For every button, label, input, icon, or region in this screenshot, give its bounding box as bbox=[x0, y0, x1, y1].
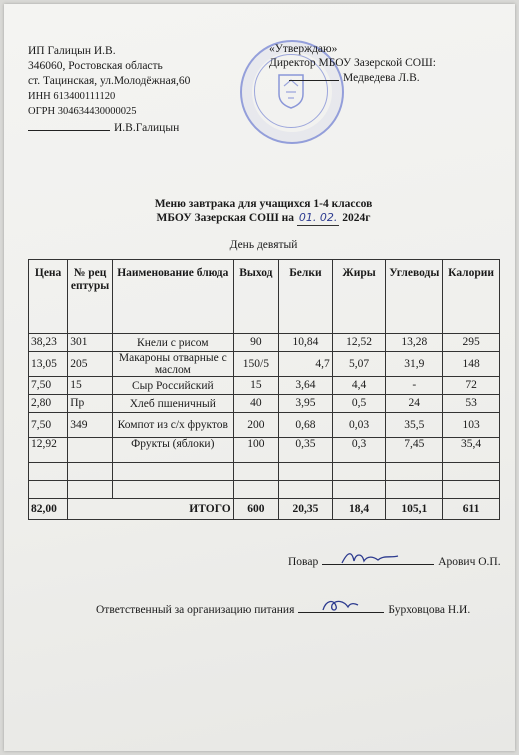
cell-name: Компот из с/х фруктов bbox=[112, 413, 233, 438]
approval-label: «Утверждаю» bbox=[269, 43, 338, 55]
supplier-ogrn: ОГРН 304634430000025 bbox=[28, 106, 137, 117]
total-calories: 611 bbox=[443, 499, 500, 520]
cell-price: 38,23 bbox=[29, 334, 68, 352]
cell-name: Фрукты (яблоки) bbox=[112, 438, 233, 463]
cell-name: Макароны отварные с маслом bbox=[112, 352, 233, 377]
header-carbs: Углеводы bbox=[386, 260, 443, 334]
total-label: ИТОГО bbox=[68, 499, 233, 520]
cell-calories: 295 bbox=[443, 334, 500, 352]
cell-protein: 0,35 bbox=[279, 438, 333, 463]
cell-recipe: Пр bbox=[68, 395, 113, 413]
cell-yield: 150/5 bbox=[233, 352, 278, 377]
cell-name: Хлеб пшеничный bbox=[112, 395, 233, 413]
cell-name: Сыр Российский bbox=[112, 377, 233, 395]
cell-carbs: 31,9 bbox=[386, 352, 443, 377]
document-sheet bbox=[4, 4, 515, 751]
cell-yield: 40 bbox=[233, 395, 278, 413]
cell-price: 7,50 bbox=[29, 413, 68, 438]
responsible-signature-line bbox=[298, 601, 384, 613]
total-fat: 18,4 bbox=[332, 499, 386, 520]
table-row bbox=[29, 352, 500, 377]
approval-block bbox=[269, 42, 436, 85]
supplier-signer: И.В.Галицын bbox=[114, 122, 180, 134]
responsible-signature-row bbox=[96, 601, 470, 616]
cell-recipe: 15 bbox=[68, 377, 113, 395]
cell-carbs: 13,28 bbox=[386, 334, 443, 352]
cell-name: Кнели с рисом bbox=[112, 334, 233, 352]
table-row-empty bbox=[29, 481, 500, 499]
cell-fat: 0,5 bbox=[332, 395, 386, 413]
header-price: Цена bbox=[29, 260, 68, 334]
cell-protein: 4,7 bbox=[279, 352, 333, 377]
total-carbs: 105,1 bbox=[386, 499, 443, 520]
handwritten-signature-icon bbox=[340, 549, 400, 567]
total-protein: 20,35 bbox=[279, 499, 333, 520]
cell-fat: 0,03 bbox=[332, 413, 386, 438]
cell-yield: 200 bbox=[233, 413, 278, 438]
cell-yield: 90 bbox=[233, 334, 278, 352]
cell-recipe: 349 bbox=[68, 413, 113, 438]
cook-signature-line bbox=[322, 553, 434, 565]
responsible-label: Ответственный за организацию питания bbox=[96, 604, 295, 616]
supplier-address-1: 346060, Ростовская область bbox=[28, 60, 163, 72]
supplier-inn: ИНН 613400111120 bbox=[28, 91, 116, 102]
table-row bbox=[29, 334, 500, 352]
table-header-row bbox=[29, 260, 500, 334]
supplier-signature-row bbox=[28, 119, 190, 136]
cell-price: 7,50 bbox=[29, 377, 68, 395]
table-total-row bbox=[29, 499, 500, 520]
header-protein: Белки bbox=[279, 260, 333, 334]
cell-yield: 100 bbox=[233, 438, 278, 463]
cell-yield: 15 bbox=[233, 377, 278, 395]
cell-carbs: - bbox=[386, 377, 443, 395]
table-row bbox=[29, 438, 500, 463]
cell-carbs: 24 bbox=[386, 395, 443, 413]
cook-label: Повар bbox=[288, 556, 319, 568]
cook-signature-row bbox=[288, 553, 501, 568]
cell-protein: 3,95 bbox=[279, 395, 333, 413]
header-calories: Калории bbox=[443, 260, 500, 334]
cell-fat: 4,4 bbox=[332, 377, 386, 395]
cell-calories: 103 bbox=[443, 413, 500, 438]
total-yield: 600 bbox=[233, 499, 278, 520]
cell-fat: 12,52 bbox=[332, 334, 386, 352]
supplier-signature-line bbox=[28, 119, 110, 131]
cell-price: 12,92 bbox=[29, 438, 68, 463]
cell-calories: 72 bbox=[443, 377, 500, 395]
responsible-name: Бурховцова Н.И. bbox=[388, 604, 471, 616]
menu-date: 01. 02. bbox=[298, 211, 338, 224]
cell-protein: 0,68 bbox=[279, 413, 333, 438]
table-row bbox=[29, 413, 500, 438]
cell-price: 13,05 bbox=[29, 352, 68, 377]
table-row bbox=[29, 395, 500, 413]
menu-table bbox=[28, 259, 500, 520]
approval-position: Директор МБОУ Зазерской СОШ: bbox=[269, 57, 436, 69]
header-name: Наименование блюда bbox=[112, 260, 233, 334]
cell-protein: 10,84 bbox=[279, 334, 333, 352]
cell-recipe: 205 bbox=[68, 352, 113, 377]
header-yield: Выход bbox=[233, 260, 278, 334]
approval-signature-line bbox=[289, 70, 339, 81]
cell-carbs: 7,45 bbox=[386, 438, 443, 463]
table-row-empty bbox=[29, 463, 500, 481]
table-row bbox=[29, 377, 500, 395]
handwritten-signature-icon bbox=[320, 597, 360, 615]
cell-calories: 53 bbox=[443, 395, 500, 413]
supplier-name: ИП Галицын И.В. bbox=[28, 45, 116, 57]
cell-fat: 5,07 bbox=[332, 352, 386, 377]
cell-calories: 35,4 bbox=[443, 438, 500, 463]
cook-name: Арович О.П. bbox=[438, 556, 501, 568]
day-label: День девятый bbox=[229, 239, 298, 251]
subtitle-prefix: МБОУ Зазерская СОШ на bbox=[156, 212, 294, 224]
supplier-address-2: ст. Тацинская, ул.Молодёжная,60 bbox=[28, 75, 191, 87]
menu-title: Меню завтрака для учащихся 1-4 классов bbox=[154, 198, 373, 210]
subtitle-suffix: 2024г bbox=[342, 212, 371, 224]
cell-recipe: 301 bbox=[68, 334, 113, 352]
cell-calories: 148 bbox=[443, 352, 500, 377]
supplier-block bbox=[28, 44, 190, 136]
cell-fat: 0,3 bbox=[332, 438, 386, 463]
header-recipe: № рец ептуры bbox=[68, 260, 113, 334]
cell-recipe bbox=[68, 438, 113, 463]
cell-carbs: 35,5 bbox=[386, 413, 443, 438]
cell-protein: 3,64 bbox=[279, 377, 333, 395]
approval-signature-row bbox=[269, 70, 436, 85]
menu-subtitle bbox=[4, 211, 519, 226]
cell-price: 2,80 bbox=[29, 395, 68, 413]
header-fat: Жиры bbox=[332, 260, 386, 334]
total-price: 82,00 bbox=[29, 499, 68, 520]
approval-signer: Медведева Л.В. bbox=[343, 72, 420, 84]
